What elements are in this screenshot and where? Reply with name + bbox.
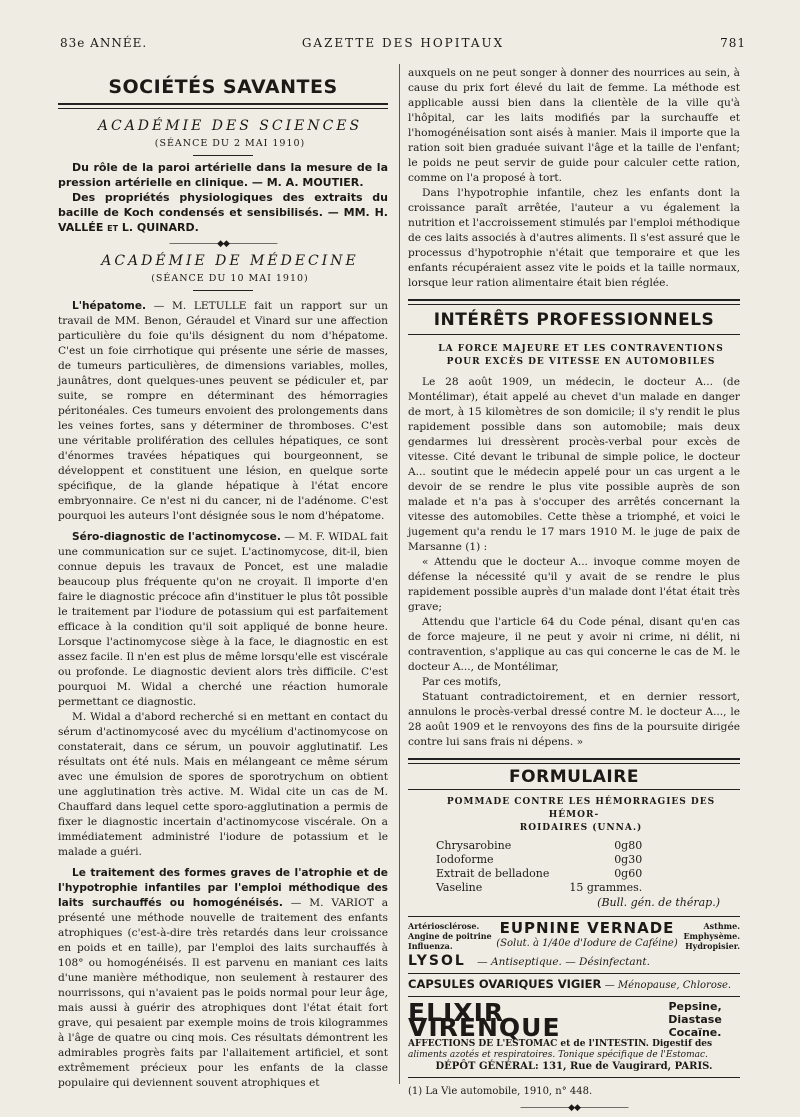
ingredient-name: Chrysarobine xyxy=(436,839,512,852)
force-paragraph-5: Statuant contradictoirement, et en dernier ressort, annulons le procès-verbal dressé contre M. le docteur A..., le 28 août 1909 et le renvoyons des fins de la poursuite dirigée contre lui sans frais ni dépens. » xyxy=(408,691,740,748)
formula-row xyxy=(436,839,642,853)
formula-row xyxy=(436,867,642,881)
force-majeure-heading-2: POUR EXCÈS DE VITESSE EN AUTOMOBILES xyxy=(446,357,716,367)
formula-row xyxy=(436,881,642,895)
academy-sciences-title: ACADÉMIE DES SCIENCES xyxy=(97,118,363,134)
short-rule xyxy=(193,155,253,156)
volume-label: 83e ANNÉE. xyxy=(60,36,148,50)
ad-lysol-text: — Antiseptique. — Désinfectant. xyxy=(477,956,650,968)
ad-eupnine xyxy=(408,921,740,951)
ad-elixir-line1: AFFECTIONS DE L'ESTOMAC et de l'INTESTIN. Digestif des xyxy=(408,1039,713,1049)
ad-eupnine-indications: Artériosclérose. Angine de poitrine Influenza. xyxy=(408,921,492,951)
ad-elixir-line3: DÉPÔT GÉNÉRAL: 131, Rue de Vaugirard, PARIS. xyxy=(435,1061,713,1072)
article-sero-diagnostic-cont: M. Widal a d'abord recherché si en mettant en contact du sérum d'actinomycosé avec du mycélium d'actinomycose on constaterait, dans ce sérum, un pouvoir agglutinatif. Les résultats ont été nuls. Mais en mélangeant ce même sérum avec une émulsion de spores de sporotrychum on obtient une agglutination très active. M. Widal cite un cas de M. Chauffard dans lequel cette sporo-agglutination a permis de fixer le diagnostic incertain d'actinomycose viscérale. On a immédiatement administré l'iodure de potassium et le malade a guéri. xyxy=(58,711,388,858)
continued-paragraph-1: auxquels on ne peut songer à donner des nourrices au sein, à cause du prix fort élevé du lait de femme. La méthode est applicable aussi bien dans la clientèle de la ville qu'à l'hôpital, car les laits modifiés par la surchauffe et l'homogénéisation sont aisés à manier. Mais il importe que la ration soit bien graduée suivant l'âge et la taille de l'enfant; le poids ne peut servir de guide pour calculer cette ration, comme on l'a proposé à tort. xyxy=(408,67,740,184)
right-column xyxy=(408,66,740,1113)
ad-capsules xyxy=(408,977,740,993)
article-item-1: Du rôle de la paroi artérielle dans la mesure de la pression artérielle en clinique. — M. A. MOUTIER. xyxy=(58,161,388,189)
seance-date-medecine: (SÉANCE DU 10 MAI 1910) xyxy=(151,273,309,284)
pommade-heading-1: POMMADE CONTRE LES HÉMORRAGIES DES HÉMOR- xyxy=(446,797,716,820)
section-title-societes: SOCIÉTÉS SAVANTES xyxy=(108,76,338,98)
ingredient-qty: 0g30 xyxy=(614,853,643,866)
article-sero-diagnostic: Séro-diagnostic de l'actinomycose. — M. F. WIDAL fait une communication sur ce sujet. L'actinomycose, dit-il, bien connue depuis les travaux de Poncet, est une maladie beaucoup plus fréquente qu'on ne croyait. Il importe d'en faire le diagnostic précoce afin d'instituer le plus tôt possible le traitement par l'iodure de potassium qui est parfaitement efficace à la condition qu'il soit appliqué de bonne heure. Lorsque l'actinomycose siège à la face, le diagnostic en est assez facile. Il n'en est plus de même lorsqu'elle est viscérale ou profonde. Le diagnostic devient alors très difficile. C'est pourquoi M. Widal a cherché une réaction humorale permettant ce diagnostic. xyxy=(58,531,388,708)
force-paragraph-3: Attendu que l'article 64 du Code pénal, disant qu'en cas de force majeure, il ne peut y avoir ni crime, ni délit, ni contravention, s'applique au cas qui concerne le cas de M. le docteur A..., de Montélimar, xyxy=(408,616,740,673)
article-item-2: Des propriétés physiologiques des extraits du bacille de Koch condensés et sensibilisés. — MM. H. VALLÉE et L. QUINARD. xyxy=(58,191,388,234)
academy-medecine-title: ACADÉMIE DE MÉDECINE xyxy=(101,253,359,269)
formula-row xyxy=(436,853,642,867)
article-traitement: Le traitement des formes graves de l'atrophie et de l'hypotrophie infantiles par l'emploi méthodique des laits surchauffés ou homogénéisés. — M. VARIOT a présenté une méthode nouvelle de traitement des enfants atrophiques (c'est-à-dire très retardés dans leur croissance en poids et en taille), par l'emploi des laits surchauffés à 108° ou homogénéisés. Il est parvenu en maniant ces laits d'une manière méthodique, non seulement à restaurer des nourrissons, qui n'avaient pas le poids normal pour leur âge, mais aussi à guérir des atrophiques dont l'état était fort grave, qui pesaient par exemple moins de trois kilogrammes à l'âge de quatre ou cinq mois. Ces résultats démontrent les admirables progrès faits par l'allaitement artificiel, et sont extrêmement précieux pour les enfants de la classe populaire qui deviennent souvent atrophiques et xyxy=(58,867,389,1089)
ad-elixir-brand: ELIXIR VIRENQUE xyxy=(408,997,561,1042)
ad-eupnine-sub: (Solut. à 1/40e d'Iodure de Caféine) xyxy=(496,938,678,949)
formula-source: (Bull. gén. de thérap.) xyxy=(597,896,720,909)
force-paragraph-4: Par ces motifs, xyxy=(422,676,502,688)
ingredient-name: Vaseline xyxy=(436,881,483,894)
ad-eupnine-brand: EUPNINE VERNADE xyxy=(499,919,675,937)
ad-lysol-brand: LYSOL xyxy=(408,953,466,969)
ad-eupnine-indications-2: Asthme. Emphysème. Hydropisier. xyxy=(683,921,740,951)
ad-elixir xyxy=(408,997,740,1073)
left-column xyxy=(58,66,389,1089)
continued-paragraph-2: Dans l'hypotrophie infantile, chez les enfants dont la croissance paraît arrêtée, l'auteur a vu également la nutrition et l'accroissement stimulés par l'emploi méthodique de ces laits associés à d'autres aliments. Il s'est assuré que le processus d'hypotrophie n'était que temporaire et que les enfants récupéraient assez vite le poids et la taille normaux, lorsque leur ration alimentaire était bien réglée. xyxy=(408,187,740,289)
ad-elixir-line2: aliments azotés et respiratoires. Tonique spécifique de l'Estomac. xyxy=(408,1050,708,1060)
running-header xyxy=(60,36,746,54)
ingredient-qty: 15 grammes. xyxy=(569,881,643,894)
section-title-formulaire: FORMULAIRE xyxy=(509,767,639,787)
force-majeure-heading-1: LA FORCE MAJEURE ET LES CONTRAVENTIONS xyxy=(438,344,724,354)
journal-title: GAZETTE DES HOPITAUX xyxy=(301,36,505,50)
ad-capsules-text: — Ménopause, Chlorose. xyxy=(604,980,732,991)
formula-table xyxy=(436,839,642,895)
short-rule xyxy=(193,290,253,291)
seance-date-sciences: (SÉANCE DU 2 MAI 1910) xyxy=(154,138,306,149)
page-number: 781 xyxy=(720,36,746,50)
ornament-rule: ——————◆◆—————— xyxy=(169,239,277,249)
ad-elixir-tag: Pepsine, Diastase Cocaïne. xyxy=(668,1000,722,1039)
ad-capsules-brand: CAPSULES OVARIQUES VIGIER xyxy=(408,977,602,991)
ornament-rule: ——————◆◆—————— xyxy=(520,1103,628,1113)
footnote: (1) La Vie automobile, 1910, n° 448. xyxy=(408,1086,593,1097)
ingredient-name: Iodoforme xyxy=(436,853,494,866)
section-title-interets: INTÉRÊTS PROFESSIONNELS xyxy=(433,310,715,330)
ingredient-qty: 0g80 xyxy=(614,839,643,852)
force-paragraph-1: Le 28 août 1909, un médecin, le docteur A... (de Montélimar), était appelé au chevet d'un malade en danger de mort, à 15 kilomètres de son domicile; il s'y rendit le plus rapidement possible dans son automobile; mais deux gendarmes lui dressèrent procès-verbal pour excès de vitesse. Cité devant le tribunal de simple police, le docteur A... soutint que le médecin appelé pour un cas urgent a le devoir de se rendre le plus vite possible auprès de son malade et n'a pas à s'occuper des arrêtés concernant la vitesse des automobiles. Cette thèse a triomphé, et voici le jugement qu'a rendu le 17 mars 1910 M. le juge de paix de Marsanne (1) : xyxy=(408,376,740,553)
ingredient-qty: 0g60 xyxy=(614,867,643,880)
ingredient-name: Extrait de belladone xyxy=(436,867,550,880)
column-divider xyxy=(399,64,400,1084)
ad-lysol xyxy=(408,954,740,970)
force-paragraph-2: « Attendu que le docteur A... invoque comme moyen de défense la nécessité qu'il y avait de se rendre le plus rapidement possible auprès d'un malade dont l'état était très grave; xyxy=(408,556,740,613)
article-hepatome: L'hépatome. — M. LETULLE fait un rapport sur un travail de MM. Benon, Géraudel et Vinard sur une affection particulière du foie qu'ils désignent du nom d'hépatome. C'est un foie cirrhotique qui présente une série de masses, de tumeurs particulières, de dimensions variables, molles, jaunâtres, dont quelques-unes peuvent se pédiculer et, par suite, se rompre en déterminant des hémorragies péritonéales. Ces tumeurs envoient des prolongements dans les veines fortes, sans y déterminer de thromboses. C'est une véritable prolifération des cellules hépatiques, ce sont d'énormes travées hépatiques qui bourgeonnent, se développent et constituent une lésion, en quelque sorte spécifique, de la glande hépatique à l'état encore embryonnaire. Ce n'est ni du cancer, ni de l'adénome. C'est pourquoi les auteurs l'ont désignée sous le nom d'hépatome. xyxy=(58,300,389,522)
pommade-heading-2: ROIDAIRES (UNNA.) xyxy=(519,823,643,833)
